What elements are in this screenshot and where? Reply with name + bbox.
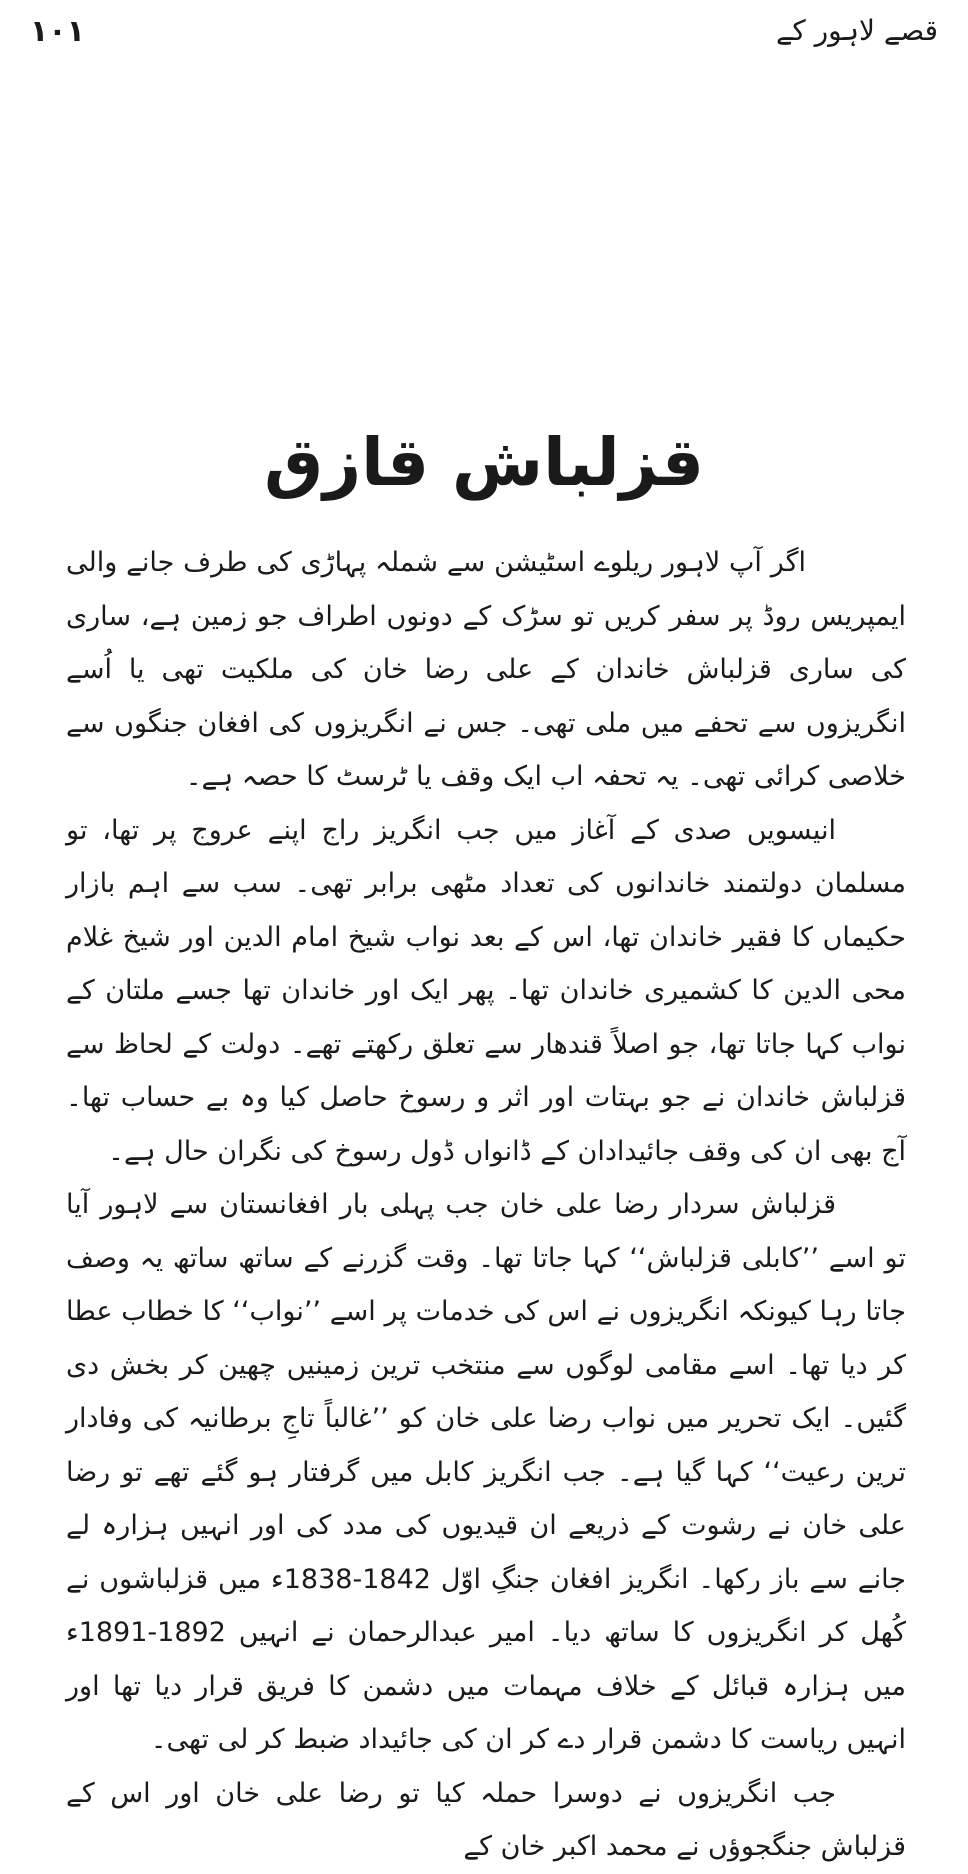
page-header — [20, 14, 948, 54]
paragraph-2: انیسویں صدی کے آغاز میں جب انگریز راج اپنے عروج پر تھا، تو مسلمان دولتمند خاندانوں کی تعداد مٹھی برابر تھی۔ سب سے اہم بازار حکیماں کا فقیر خاندان تھا، اس کے بعد نواب شیخ امام الدین اور شیخ غلام محی الدین کا کشمیری خاندان تھا۔ پھر ایک اور خاندان تھا جسے ملتان کے نواب کہا جاتا تھا، جو اصلاً قندھار سے تعلق رکھتے تھے۔ دولت کے لحاظ سے قزلباش خاندان نے جو بہتات اور اثر و رسوخ حاصل کیا وہ بے حساب تھا۔ آج بھی ان کی وقف جائیدادان کے ڈانواں ڈول رسوخ کی نگران حال ہے۔ — [66, 814, 906, 1167]
chapter-title: قزلباش قازق — [264, 424, 704, 502]
running-title: قصے لاہور کے — [776, 14, 938, 47]
page-number: ١٠١ — [30, 14, 85, 49]
body-text — [66, 536, 906, 1874]
paragraph-3: قزلباش سردار رضا علی خان جب پہلی بار افغانستان سے لاہور آیا تو اسے ’’کابلی قزلباش‘‘ کہا جاتا تھا۔ وقت گزرنے کے ساتھ ساتھ یہ وصف جاتا رہا کیونکہ انگریزوں نے اس کی خدمات پر اسے ’’نواب‘‘ کا خطاب عطا کر دیا تھا۔ اسے مقامی لوگوں سے منتخب ترین زمینیں چھین کر بخش دی گئیں۔ ایک تحریر میں نواب رضا علی خان کو ’’غالباً تاجِ برطانیہ کی وفادار ترین رعیت‘‘ کہا گیا ہے۔ جب انگریز کابل میں گرفتار ہو گئے تھے تو رضا علی خان نے رشوت کے ذریعے ان قیدیوں کی مدد کی اور انہیں ہزارہ لے جانے سے باز رکھا۔ انگریز افغان جنگِ اوّل 1842-1838ء میں قزلباشوں نے کُھل کر انگریزوں کا ساتھ دیا۔ امیر عبدالرحمان نے انہیں 1892-1891ء میں ہزارہ قبائل کے خلاف مہمات میں دشمن کا فریق قرار دیا تھا اور انہیں ریاست کا دشمن قرار دے کر ان کی جائیداد ضبط کر لی تھی۔ — [66, 1189, 907, 1755]
paragraph-4: جب انگریزوں نے دوسرا حملہ کیا تو رضا علی خان اور اس کے قزلباش جنگجوؤں نے محمد اکبر خان کے — [66, 1777, 906, 1862]
paragraph-1: اگر آپ لاہور ریلوے اسٹیشن سے شملہ پہاڑی کی طرف جانے والی ایمپریس روڈ پر سفر کریں تو سڑک کے دونوں اطراف جو زمین ہے، ساری کی ساری قزلباش خاندان کے علی رضا خان کی ملکیت تھی یا اُسے انگریزوں سے تحفے میں ملی تھی۔ جس نے انگریزوں کی افغان جنگوں سے خلاصی کرائی تھی۔ یہ تحفہ اب ایک وقف یا ٹرسٹ کا حصہ ہے۔ — [66, 547, 906, 792]
